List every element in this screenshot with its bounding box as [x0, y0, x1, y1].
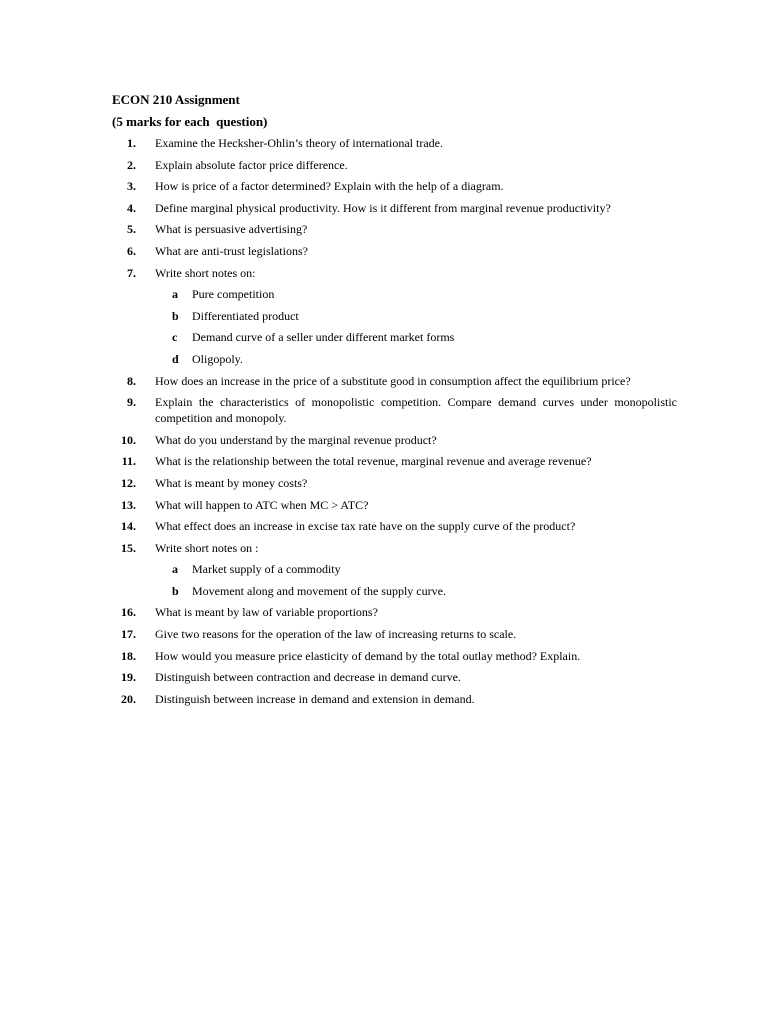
question-text: Write short notes on: [155, 265, 256, 280]
page-title: ECON 210 Assignment [112, 92, 240, 107]
question-item [0, 475, 768, 491]
sub-question-text: Oligopoly. [192, 351, 243, 366]
question-item [0, 669, 768, 685]
sub-question-item [0, 561, 768, 577]
question-text: What effect does an increase in excise tax rate have on the supply curve of the product? [155, 519, 576, 534]
sub-question-item [0, 351, 768, 367]
question-item [0, 648, 768, 664]
sub-question-item [0, 308, 768, 324]
question-item [0, 157, 768, 173]
question-text: What will happen to ATC when MC > ATC? [155, 497, 369, 512]
sub-question-text: Differentiated product [192, 308, 299, 323]
question-number: 11. [121, 454, 136, 469]
question-item [0, 178, 768, 194]
question-text: What is meant by money costs? [155, 475, 308, 490]
question-number: 6. [127, 243, 136, 258]
question-number: 5. [127, 222, 136, 237]
question-number: 18. [121, 648, 136, 663]
question-text: How is price of a factor determined? Explain with the help of a diagram. [155, 179, 504, 194]
question-text: Give two reasons for the operation of the law of increasing returns to scale. [155, 627, 517, 642]
question-number: 7. [127, 265, 136, 280]
question-text: What are anti-trust legislations? [155, 243, 308, 258]
question-text: What is the relationship between the total revenue, marginal revenue and average revenue? [155, 454, 592, 469]
sub-question-letter: a [172, 287, 178, 302]
question-item [0, 265, 768, 281]
question-number: 12. [121, 475, 136, 490]
page-subtitle: (5 marks for each question) [112, 114, 268, 129]
sub-question-letter: b [172, 308, 179, 323]
question-number: 3. [127, 179, 136, 194]
question-text: Explain absolute factor price difference. [155, 157, 348, 172]
question-number: 10. [121, 432, 136, 447]
sub-question-text: Market supply of a commodity [192, 562, 341, 577]
question-text: Examine the Hecksher-Ohlin’s theory of international trade. [155, 136, 443, 150]
question-number: 1. [127, 136, 136, 150]
sub-question-letter: a [172, 562, 178, 577]
question-number: 9. [127, 395, 136, 410]
sub-question-letter: d [172, 351, 179, 366]
question-text: How would you measure price elasticity of demand by the total outlay method? Explain. [155, 648, 581, 663]
question-number: 20. [121, 691, 136, 706]
question-text: What is meant by law of variable proportions? [155, 605, 378, 620]
question-item [0, 497, 768, 513]
sub-question-text: Movement along and movement of the supply curve. [192, 583, 446, 598]
question-text: Distinguish between contraction and decrease in demand curve. [155, 670, 461, 685]
question-number: 15. [121, 540, 136, 555]
sub-question-item [0, 329, 768, 345]
question-item [0, 243, 768, 259]
question-text: What do you understand by the marginal revenue product? [155, 432, 437, 447]
question-text: Distinguish between increase in demand and extension in demand. [155, 691, 475, 706]
question-item [0, 626, 768, 642]
question-item [0, 200, 768, 216]
question-number: 4. [127, 200, 136, 215]
question-item [0, 394, 768, 426]
sub-question-text: Demand curve of a seller under different market forms [192, 330, 455, 345]
sub-question-letter: c [172, 330, 178, 345]
sub-question-item [0, 583, 768, 599]
question-item [0, 221, 768, 237]
question-number: 2. [127, 157, 136, 172]
sub-question-text: Pure competition [192, 287, 275, 302]
question-item [0, 373, 768, 389]
question-number: 13. [121, 497, 136, 512]
sub-question-item [0, 286, 768, 302]
question-item [0, 691, 768, 707]
question-number: 17. [121, 627, 136, 642]
question-item [0, 518, 768, 534]
question-number: 16. [121, 605, 136, 620]
question-item [0, 453, 768, 469]
question-item [0, 432, 768, 448]
sub-question-letter: b [172, 583, 179, 598]
question-number: 19. [121, 670, 136, 685]
question-number: 8. [127, 373, 136, 388]
question-text: What is persuasive advertising? [155, 222, 308, 237]
question-text: Define marginal physical productivity. How is it different from marginal revenue productivity? [155, 200, 611, 215]
question-number: 14. [121, 519, 136, 534]
question-item [0, 540, 768, 556]
question-text: Explain the characteristics of monopolistic competition. Compare demand curves under monopolistic competition and monopoly. [155, 395, 677, 426]
question-item [0, 135, 768, 151]
question-text: Write short notes on : [155, 540, 259, 555]
question-text: How does an increase in the price of a substitute good in consumption affect the equilibrium price? [155, 373, 631, 388]
question-list [0, 135, 768, 712]
question-item [0, 604, 768, 620]
